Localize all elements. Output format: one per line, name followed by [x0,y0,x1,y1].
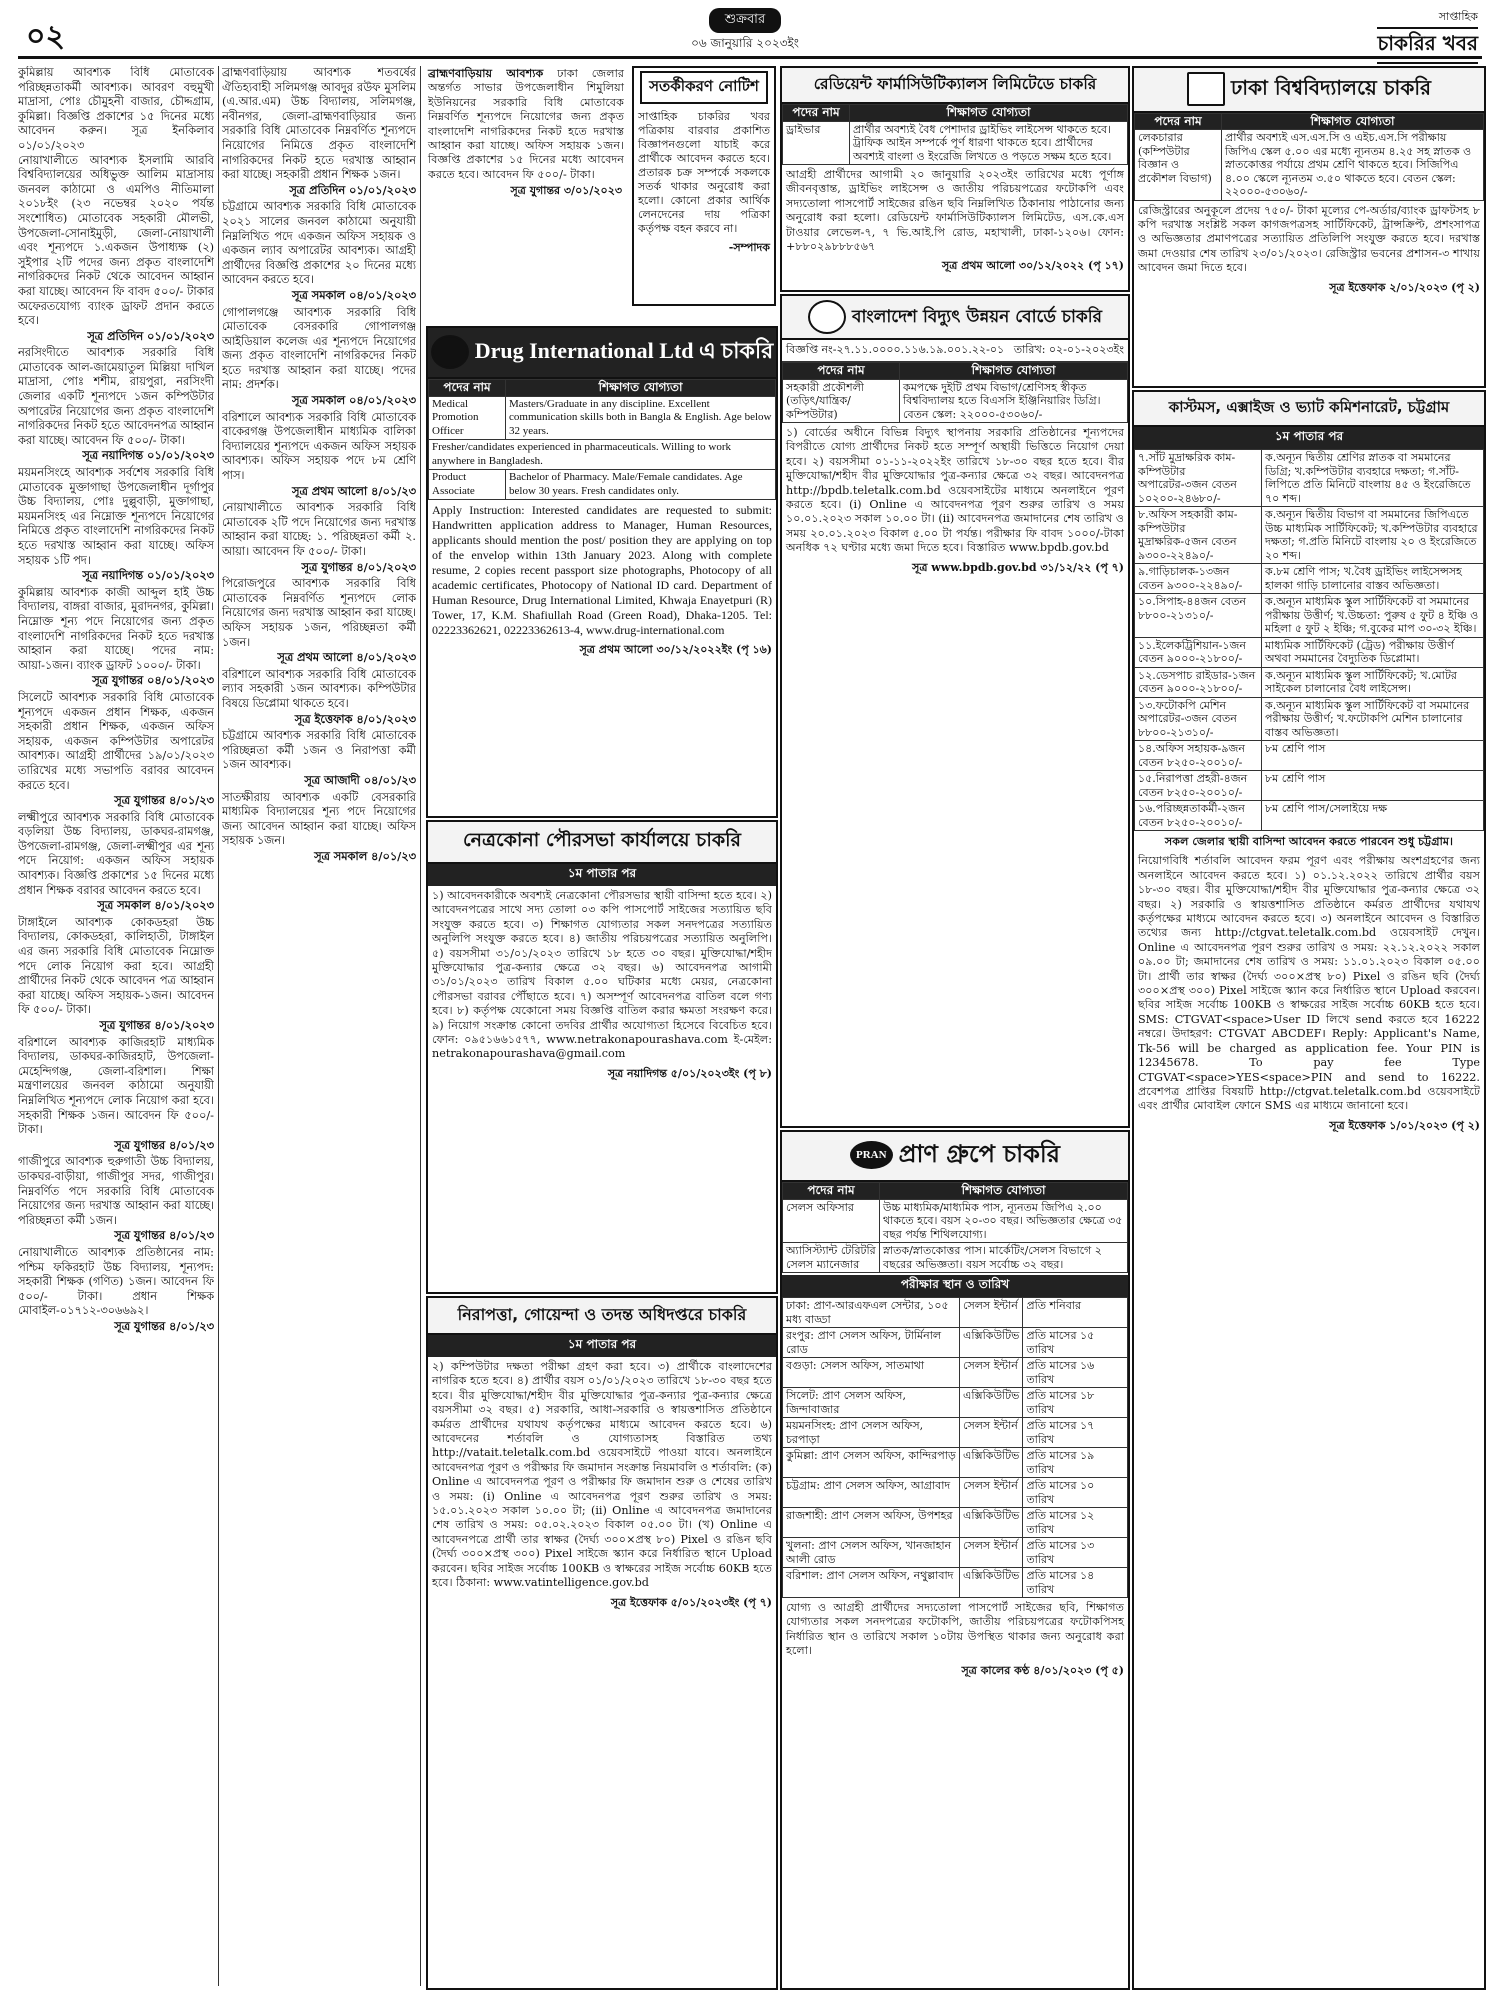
classified-item: সিলেটে আবশ্যক সরকারি বিধি মোতাবেক শূন্যপদে একজন প্রধান শিক্ষক, একজন সহকারী প্রধান শিক্ষক, একজন অফিস সহায়ক, একজন কম্পিউটার অপারেটর আবশ্যক। আগ্রহী প্রার্থীদের ১৯/০১/২০২৩ তারিখের মধ্যে সভাপতি বরাবর আবেদন করতে হবে। [18,690,214,792]
netrokona-text: ১) আবেদনকারীকে অবশ্যই নেত্রকোনা পৌরসভার স্থায়ী বাসিন্দা হতে হবে। ২) আবেদনপত্রের সাথে সদ্য তোলা ০৩ কপি পাসপোর্ট সাইজের সত্যায়িত ছবি সংযুক্ত করতে হবে। ৩) শিক্ষাগত যোগ্যতার সকল সনদপত্রের সত্যায়িত অনুলিপি সংযুক্ত করতে হবে। ৪) জাতীয় পরিচয়পত্রের সত্যায়িত অনুলিপি। ৫) বয়সসীমা ৩১/০১/২০২৩ তারিখে ১৮ হতে ৩০ বছর। মুক্তিযোদ্ধা/শহীদ মুক্তিযোদ্ধার পুত্র-কন্যার ক্ষেত্রে ৩২ বছর। ৬) আবেদনপত্র আগামী ৩১/০১/২০২৩ তারিখ বিকাল ৫.০০ ঘটিকার মধ্যে মেয়র, নেত্রকোনা পৌরসভা বরাবর পৌঁছাতে হবে। ৭) অসম্পূর্ণ আবেদনপত্র বাতিল বলে গণ্য হবে। ৮) কর্তৃপক্ষ যেকোনো সময় বিজ্ঞপ্তি বাতিল করার ক্ষমতা সংরক্ষণ করে। ৯) নিয়োগ সংক্রান্ত কোনো তদবির প্রার্থীর অযোগ্যতা হিসেবে বিবেচিত হবে। ফোন: ০৯৫১৬৬১৫৭৭, www.netrakonapourashava.com ই-মেইল: netrakonapourashava@gmail.com [432,889,772,1061]
bpdb-memo-line [782,340,1128,362]
netrokona-source: সূত্র নয়াদিগন্ত ৫/০১/২০২৩ইং (পৃ ৮) [607,1066,772,1080]
issue-date-block [630,8,860,55]
issue-date: ০৬ জানুয়ারি ২০২৩ইং [691,36,799,50]
drug-table: পদের নাম শিক্ষাগত যোগ্যতা Medical Promotion Officer Masters/Graduate in any discipline. Excellent communication skills both in Bangla & English. Age below 32 years. Fresher/candidates experienced in pharmaceuticals. Willing to work anywhere in Bangladesh. Product Associate Bachelor of Pharmacy. Male/Female candidates. Age below 30 years. Fresh candidates only. [428,379,776,500]
nsi-ad [426,1296,778,1990]
du-text: রেজিস্ট্রারের অনুকূলে প্রদেয় ৭৫০/- টাকা মূল্যের পে-অর্ডার/ব্যাংক ড্রাফটসহ ৮ কপি দরখাস্ত সংশ্লিষ্ট সকল কাগজপত্রসহ সার্টিফিকেট, ট্রান্সক্রিপ্ট, প্রশংসাপত্র ও অভিজ্ঞতার প্রমাণপত্রের সত্যায়িত প্রতিলিপি সংযুক্ত করতে হবে। দরখাস্ত জমা দেওয়ার শেষ তারিখ ২৩/০১/২০২৩। রেজিস্ট্রার ভবনের প্রশাসন-৩ শাখায় আবেদন জমা দিতে হবে। [1138,203,1480,275]
pran-table: পদের নাম শিক্ষাগত যোগ্যতা সেলস অফিসার উচ্চ মাধ্যমিক/মাধ্যমিক পাস, ন্যূনতম জিপিএ ২.০০ থাকতে হবে। বয়স ২০-৩০ বছর। অভিজ্ঞতার ক্ষেত্রে ৩৫ বছর পর্যন্ত শিথিলযোগ্য। অ্যাসিস্ট্যান্ট টেরিটরি সেলস ম্যানেজার স্নাতক/স্নাতকোত্তর পাস। মার্কেটিং/সেলস বিভাগে ২ বছরের অভিজ্ঞতা। বয়স সর্বোচ্চ ৩২ বছর। [782,1182,1128,1273]
customs-ad [1132,390,1486,1990]
du-source: সূত্র ইত্তেফাক ২/০১/২০২৩ (পৃ ২) [1329,280,1480,294]
table-row: ১২.ডেসপাচ রাইডার-১জন বেতন ৯০০০-২১৮০০/- ক.অন্যূন মাধ্যমিক স্কুল সার্টিফিকেট; খ.মোটর সাইকেল চালানোর বৈধ লাইসেন্স। [1135,667,1484,697]
pran-title: PRAN প্রাণ গ্রুপে চাকরি [782,1132,1128,1182]
radiant-title: রেডিয়েন্ট ফার্মাসিউটিক্যালস লিমিটেডে চাকরি [782,68,1128,104]
source-line: সূত্র প্রতিদিন ০১/০১/২০২৩ [289,182,416,197]
netrokona-ad [426,820,778,1294]
classified-item: চট্টগ্রামে আবশ্যক সরকারি বিধি মোতাবেক পরিচ্ছন্নতা কর্মী ১জন ও নিরাপত্তা কর্মী ১জন আবশ্যক। [222,729,416,772]
du-table: পদের নাম শিক্ষাগত যোগ্যতা লেকচারার (কম্পিউটার বিজ্ঞান ও প্রকৌশল বিভাগ) প্রার্থীর অবশ্যই এস.এস.সি ও এইচ.এস.সি পরীক্ষায় জিপিএ স্কেল ৫.০০ এর মধ্যে ন্যূনতম ৪.২৫ সহ স্নাতক ও স্নাতকোত্তর পর্যায়ে প্রথম শ্রেণি থাকতে হবে। সিজিপিএ ৪.০০ স্কেলে ন্যূনতম ৩.৫০ থাকতে হবে। বেতন স্কেল: ২২০০০-৫৩০৬০/- [1134,113,1484,201]
drug-title: Drug International Ltd এ চাকরি [428,328,776,379]
small-ad-title: ব্রাহ্মণবাড়িয়ায় আবশ্যক [428,66,544,80]
table-row: ১৩.ফটোকপি মেশিন অপারেটর-৩জন বেতন ৮৮০০-২১৩১০/- ক.অন্যূন মাধ্যমিক স্কুল সার্টিফিকেট বা সমমানের পরীক্ষায় উত্তীর্ণ; খ.ফটোকপি মেশিন চালানোর বাস্তব অভিজ্ঞতা। [1135,697,1484,741]
page-header [18,8,1482,56]
notice-text: সাপ্তাহিক চাকরির খবর পত্রিকায় বারবার প্রকাশিত বিজ্ঞাপনগুলো যাচাই করে প্রার্থীকে আবেদন করতে হবে। প্রতারক চক্র সম্পর্কে সকলকে সতর্ক থাকার অনুরোধ করা হলো। কোনো প্রকার আর্থিক লেনদেনের দায় পত্রিকা কর্তৃপক্ষ বহন করবে না। [638,110,770,235]
classified-item: কুমিল্লায় আবশ্যক কাজী আব্দুল হাই উচ্চ বিদ্যালয়, বাঙ্গরা বাজার, মুরাদনগর, কুমিল্লা। নিম্নোক্ত শূন্য পদে নিয়োগের জন্য প্রকৃত বাংলাদেশি নাগরিকদের নিকট হতে দরখাস্ত আহ্বান করা যাচ্ছে। পদের নাম: আয়া-১জন। ব্যাংক ড্রাফট ১০০০/- টাকা। [18,585,214,672]
radiant-table: পদের নাম শিক্ষাগত যোগ্যতা ড্রাইভার প্রার্থীর অবশ্যই বৈধ পেশাদার ড্রাইভিং লাইসেন্স থাকতে হবে। ট্রাফিক আইন সম্পর্কে পূর্ণ ধারণা থাকতে হবে। প্রার্থীদের অবশ্যই বাংলা ও ইংরেজি লিখতে ও পড়তে সক্ষম হতে হবে। [782,104,1128,165]
source-line: সূত্র যুগান্তর ৪/০১/২৩ [114,1228,214,1243]
classified-item: পিরোজপুরে আবশ্যক সরকারি বিধি মোতাবেক নিম্নবর্ণিত শূন্যপদে লোক নিয়োগের জন্য দরখাস্ত আহ্বান করা যাচ্ছে। অফিস সহায়ক ১জন, পরিচ্ছন্নতা কর্মী ১জন। [222,577,416,649]
pran-ad [780,1130,1130,1990]
source-line: সূত্র যুগান্তর ৪/০১/২৩ [114,793,214,808]
table-row: সহকারী প্রকৌশলী (তড়িৎ/যান্ত্রিক/কম্পিউটার) কমপক্ষে দুইটি প্রথম বিভাগ/শ্রেণিসহ স্বীকৃত বিশ্ববিদ্যালয় হতে বিএসসি ইঞ্জিনিয়ারিং ডিগ্রি। বেতন স্কেল: ২২০০০-৫৩০৬০/- [783,379,1128,423]
table-row: বরিশাল: প্রাণ সেলস অফিস, নথুল্লাবাদ এক্সিকিউটিভ প্রতি মাসের ১৪ তারিখ [783,1568,1128,1598]
source-line: সূত্র নয়াদিগন্ত ০১/০১/২০২৩ [82,448,214,463]
classified-item: নোয়াখালীতে আবশ্যক ইসলামি আরবি বিশ্ববিদ্যালয়ের অধিভুক্ত আলিম মাদ্রাসায় জনবল কাঠামো ও এমপিও নীতিমালা ২০১৮ইং (২৩ নভেম্বর ২০২০ পর্যন্ত সংশোধিত) মোতাবেক সহকারী মৌলভী, উপজেলা-সোনাইমুড়ী, জেলা-নোয়াখালী এবং শূন্যপদে ১.একজন উপাধ্যক্ষ (২) সুইপার ২টি পদের জন্য প্রকৃত বাংলাদেশি নাগরিকদের নিকট থেকে আবেদন আহ্বান করা যাচ্ছে। আবেদন ফি বাবদ ৫০০/- টাকার অফেরতযোগ্য ব্যাংক ড্রাফট প্রদান করতে হবে। [18,153,214,328]
source-line: সূত্র প্রথম আলো ৪/০১/২০২৩ [277,650,416,665]
classified-item: গাজীপুরে আবশ্যক হুরুগাতী উচ্চ বিদ্যালয়, ডাকঘর-বাড়ীয়া, গাজীপুর সদর, গাজীপুর। নিম্নবর্ণিত পদে সরকারি বিধি মোতাবেক নিয়োগের জন্য দরখাস্ত আহ্বান করা যাচ্ছে। পরিচ্ছন্নতা কর্মী ১জন। [18,1155,214,1227]
classified-item: বরিশালে আবশ্যক কাজিরহাট মাধ্যমিক বিদ্যালয়, ডাকঘর-কাজিরহাট, উপজেলা-মেহেন্দিগঞ্জ, জেলা-বরিশাল। শিক্ষা মন্ত্রণালয়ের জনবল কাঠামো অনুযায়ী নিম্নলিখিত শূন্যপদে লোক নিয়োগ করা হবে। সহকারী শিক্ষক ১জন। আবেদন ফি ৫০০/- টাকা। [18,1035,214,1137]
pran-source: সূত্র কালের কণ্ঠ ৪/০১/২০২৩ (পৃ ৫) [961,1663,1124,1677]
table-row: ১৬.পরিচ্ছন্নতাকর্মী-২জন বেতন ৮২৫০-২০০১০/- ৮ম শ্রেণি পাস/সেলাইয়ে দক্ষ [1135,801,1484,831]
table-row: অ্যাসিস্ট্যান্ট টেরিটরি সেলস ম্যানেজার স্নাতক/স্নাতকোত্তর পাস। মার্কেটিং/সেলস বিভাগে ২ বছরের অভিজ্ঞতা। বয়স সর্বোচ্চ ৩২ বছর। [783,1243,1128,1273]
table-row: Medical Promotion Officer Masters/Graduate in any discipline. Excellent communication skills both in Bangla & English. Age below 32 years. [429,396,776,440]
bpdb-memo: বিজ্ঞপ্তি নং-২৭.১১.০০০০.১১৬.১৯.০০১.২২-০১ [786,343,1005,356]
table-row: চট্টগ্রাম: প্রাণ সেলস অফিস, আগ্রাবাদ সেলস ইন্টার্ন প্রতি মাসের ১০ তারিখ [783,1478,1128,1508]
source-line: সূত্র সমকাল ০৪/০১/২০২৩ [292,287,416,302]
table-row: ঢাকা: প্রাণ-আরএফএল সেন্টার, ১০৫ মধ্য বাড্ডা সেলস ইন্টার্ন প্রতি শনিবার [783,1298,1128,1328]
customs-table [1134,449,1484,831]
page-number: ০২ [26,19,66,54]
source-line: সূত্র যুগান্তর ৪/০১/২০২৩ [99,1018,214,1032]
pran-exam-title: পরীক্ষার স্থান ও তারিখ [782,1275,1128,1297]
source-line: সূত্র নয়াদিগন্ত ০১/০১/২০২৩ [82,568,214,583]
pran-exam-table [782,1297,1128,1598]
table-row: ময়মনসিংহ: প্রাণ সেলস অফিস, চরপাড়া সেলস ইন্টার্ন প্রতি মাসের ১৭ তারিখ [783,1418,1128,1448]
classified-item: চট্টগ্রামে আবশ্যক সরকারি বিধি মোতাবেক ২০২১ সালের জনবল কাঠামো অনুযায়ী নিম্নলিখিত পদে একজন অফিস সহায়ক ও একজন ল্যাব অপারেটর আবশ্যক। আগ্রহী প্রার্থীদের বিজ্ঞপ্তি প্রকাশের ২০ দিনের মধ্যে আবেদন করতে হবে। [222,200,416,287]
table-row: ১০.সিপাহ-৪৪জন বেতন ৮৮০০-২১৩১০/- ক.অন্যূন মাধ্যমিক স্কুল সার্টিফিকেট বা সমমানের পরীক্ষায় উত্তীর্ণ; খ.উচ্চতা: পুরুষ ৫ ফুট ৪ ইঞ্চি ও মহিলা ৫ ফুট ২ ইঞ্চি; গ.বুকের মাপ ৩০-৩২ ইঞ্চি। [1135,594,1484,638]
source-line: সূত্র আজাদী ০৪/০১/২৩ [304,772,416,787]
table-row: রংপুর: প্রাণ সেলস অফিস, টার্মিনাল রোড এক্সিকিউটিভ প্রতি মাসের ১৫ তারিখ [783,1328,1128,1358]
table-row: বগুড়া: সেলস অফিস, সাতমাথা সেলস ইন্টার্ন প্রতি মাসের ১৬ তারিখ [783,1358,1128,1388]
classified-item: নোয়াখালীতে আবশ্যক সরকারি বিধি মোতাবেক ২টি পদে নিয়োগের জন্য দরখাস্ত আহ্বান করা যাচ্ছে: ১. পরিচ্ছন্নতা কর্মী ২. আয়া। আবেদন ফি ৫০০/- টাকা। [222,501,416,558]
pran-logo-icon: PRAN [850,1141,893,1169]
table-row: সেলস অফিসার উচ্চ মাধ্যমিক/মাধ্যমিক পাস, ন্যূনতম জিপিএ ২.০০ থাকতে হবে। বয়স ২০-৩০ বছর। অভিজ্ঞতার ক্ষেত্রে ৩৫ বছর পর্যন্ত শিথিলযোগ্য। [783,1199,1128,1243]
source-line: সূত্র ইত্তেফাক ৪/০১/২০২৩ [294,711,416,726]
masthead-brand: চাকরির খবর [1377,27,1478,64]
classified-item: সাতক্ষীরায় আবশ্যক একটি বেসরকারি মাধ্যমিক বিদ্যালয়ের শূন্য পদে নিয়োগের জন্য আবেদন আহ্বান করা যাচ্ছে। অফিস সহায়ক ১জন। [222,790,416,848]
source-line: সূত্র প্রথম আলো ৪/০১/২৩ [292,483,416,498]
column-divider [420,66,421,1986]
netrokona-title: নেত্রকোনা পৌরসভা কার্যালয়ে চাকরি [428,822,776,864]
source-line: সূত্র সমকাল ৪/০১/২০২৩ [97,898,214,913]
bpdb-logo-icon [808,300,846,334]
classified-item: লক্ষ্মীপুরে আবশ্যক সরকারি বিধি মোতাবেক বড়লিয়া উচ্চ বিদ্যালয়, ডাকঘর-রামগঞ্জ, উপজেলা-রামগঞ্জ, জেলা-লক্ষ্মীপুর এর শূন্য পদে নিয়োগ: একজন অফিস সহায়ক আবশ্যক। বিজ্ঞপ্তি প্রকাশের ১৫ দিনের মধ্যে প্রধান শিক্ষক বরাবর আবেদন করতে হবে। [18,810,214,897]
table-row: ড্রাইভার প্রার্থীর অবশ্যই বৈধ পেশাদার ড্রাইভিং লাইসেন্স থাকতে হবে। ট্রাফিক আইন সম্পর্কে পূর্ণ ধারণা থাকতে হবে। প্রার্থীদের অবশ্যই বাংলা ও ইংরেজি লিখতে ও পড়তে সক্ষম হতে হবে। [783,121,1128,165]
nsi-source: সূত্র ইত্তেফাক ৫/০১/২০২৩ইং (পৃ ৭) [610,1595,772,1609]
column-2 [222,66,416,1986]
table-row: Product Associate Bachelor of Pharmacy. Male/Female candidates. Age below 30 years. Fresh candidates only. [429,470,776,500]
source-line: সূত্র সমকাল ০৪/০১/২০২৩ [292,393,416,408]
column-1 [18,66,214,1986]
classified-item: বরিশালে আবশ্যক সরকারি বিধি মোতাবেক ল্যাব সহকারী ১জন আবশ্যক। কম্পিউটার বিষয়ে ডিপ্লোমা থাকতে হবে। [222,667,416,710]
du-ad [1132,66,1486,388]
netrokona-sub: ১ম পাতার পর [428,864,776,886]
table-row: ৯.গাড়িচালক-১৩জন বেতন ৯৩০০-২২৪৯০/- ক.৮ম শ্রেণি পাস; খ.বৈধ ড্রাইভিং লাইসেন্সসহ হালকা গাড়ি চালানোর বাস্তব অভিজ্ঞতা। [1135,564,1484,594]
customs-title: কাস্টমস, এক্সাইজ ও ভ্যাট কমিশনারেট, চট্টগ্রাম [1134,392,1484,427]
classified-item: ব্রাহ্মণবাড়িয়ায় আবশ্যক শতবর্ষের ঐতিহ্যবাহী সলিমগঞ্জ আবদুর রউফ মুসলিম (এ.আর.এম) উচ্চ বিদ্যালয়, সলিমগঞ্জ, নবীনগর, জেলা-ব্রাহ্মণবাড়িয়ার জন্য সরকারি বিধি মোতাবেক নিম্নবর্ণিত শূন্যপদে নিয়োগের নিমিত্তে প্রকৃত বাংলাদেশি নাগরিকদের নিকট হতে দরখাস্ত আহ্বান করা যাচ্ছে। সহকারী প্রধান শিক্ষক ১জন। [222,66,416,182]
table-row: কুমিল্লা: প্রাণ সেলস অফিস, কান্দিরপাড় এক্সিকিউটিভ প্রতি মাসের ১৯ তারিখ [783,1448,1128,1478]
classified-item: কুমিল্লায় আবশ্যক বিধি মোতাবেক পরিচ্ছন্নতাকর্মী আবশ্যক। আবরণ বহুমুখী মাদ্রাসা, পোঃ চৌমুহনী বাজার, চৌদ্দগ্রাম, কুমিল্লা। বিজ্ঞপ্তি প্রকাশের ১৫ দিনের মধ্যে আবেদন করুন। সূত্র ইনকিলাব ০১/০১/২০২৩ [18,66,214,152]
notice-title: সতর্কীকরণ নোটিশ [640,71,768,104]
university-emblem-icon [1187,72,1225,106]
table-row: লেকচারার (কম্পিউটার বিজ্ঞান ও প্রকৌশল বিভাগ) প্রার্থীর অবশ্যই এস.এস.সি ও এইচ.এস.সি পরীক্ষায় জিপিএ স্কেল ৫.০০ এর মধ্যে ন্যূনতম ৪.২৫ সহ স্নাতক ও স্নাতকোত্তর পর্যায়ে প্রথম শ্রেণি থাকতে হবে। সিজিপিএ ৪.০০ স্কেলে ন্যূনতম ৩.৫০ থাকতে হবে। বেতন স্কেল: ২২০০০-৫৩০৬০/- [1135,130,1484,201]
table-row: ৮.অফিস সহকারী কাম-কম্পিউটার মুদ্রাক্ষরিক-৫জন বেতন ৯৩০০-২২৪৯০/- ক.অন্যূন দ্বিতীয় বিভাগ বা সমমানের জিপিএতে উচ্চ মাধ্যমিক সার্টিফিকেট; খ.কম্পিউটার ব্যবহারে দক্ষতা; গ.প্রতি মিনিটে বাংলায় ২০ ও ইংরেজিতে ২০ শব্দ। [1135,507,1484,564]
source-line: সূত্র যুগান্তর ৪/০১/২০২৩ [301,559,416,574]
masthead-weekly: সাপ্তাহিক [1438,10,1478,23]
bpdb-table: পদের নাম শিক্ষাগত যোগ্যতা সহকারী প্রকৌশলী (তড়িৎ/যান্ত্রিক/কম্পিউটার) কমপক্ষে দুইটি প্রথম বিভাগ/শ্রেণিসহ স্বীকৃত বিশ্ববিদ্যালয় হতে বিএসসি ইঞ্জিনিয়ারিং ডিগ্রি। বেতন স্কেল: ২২০০০-৫৩০৬০/- [782,362,1128,423]
classified-item: নরসিংদীতে আবশ্যক সরকারি বিধি মোতাবেক আল-জামেয়াতুল মিল্লিয়া দাখিল মাদ্রাসা, পোঃ শশীম, রায়পুরা, নরসিংদী জেলার একটি শূন্যপদে ১জন কম্পিউটার অপারেটর নিয়োগের জন্য প্রকৃত বাংলাদেশি নাগরিকদের নিকট হতে আবেদনপত্র আহ্বান করা যাচ্ছে। আবেদন ফি ৫০০/- টাকা। [18,346,214,447]
nsi-sub: ১ম পাতার পর [428,1335,776,1357]
nsi-text: ২) কম্পিউটার দক্ষতা পরীক্ষা গ্রহণ করা হবে। ৩) প্রার্থীকে বাংলাদেশের নাগরিক হতে হবে। ৪) প্রার্থীর বয়স ০১/০১/২০২৩ তারিখে ১৮-৩০ বছর হতে হবে। বীর মুক্তিযোদ্ধা/শহীদ বীর মুক্তিযোদ্ধার পুত্র-কন্যার পুত্র-কন্যার ক্ষেত্রে বয়সসীমা ৩২ বছর। ৫) সরকারি, আধা-সরকারি ও স্বায়ত্তশাসিত প্রতিষ্ঠানে কর্মরত প্রার্থীদের যথাযথ কর্তৃপক্ষের মাধ্যমে আবেদন করতে হবে। ৬) আবেদনের শর্তাবলি ও যোগ্যতাসহ বিস্তারিত তথ্য http://vatait.teletalk.com.bd ওয়েবসাইটে পাওয়া যাবে। অনলাইনে আবেদনপত্র পূরণ ও পরীক্ষার ফি জমাদান সংক্রান্ত নিয়মাবলি ও শর্তাবলি: (ক) Online এ আবেদনপত্র পূরণ ও পরীক্ষার ফি জমাদান শুরু ও শেষের তারিখ ও সময়: (i) Online এ আবেদনপত্র পূরণ শুরুর তারিখ ও সময়: ১৫.০১.২০২৩ সকাল ১০.০০ টা; (ii) Online এ আবেদনপত্র জমাদানের শেষ তারিখ ও সময়: ০৫.০২.২০২৩ বিকাল ০৫.০০ টা। (খ) Online এ আবেদনপত্রে প্রার্থী তার স্বাক্ষর (দৈর্ঘ্য ৩০০×প্রস্থ ৮০) Pixel ও রঙিন ছবি (দৈর্ঘ্য ৩০০×প্রস্থ ৩০০) Pixel সাইজে স্ক্যান করে নির্ধারিত স্থানে Upload করবেন। ছবির সাইজ সর্বোচ্চ 100KB ও স্বাক্ষরের সাইজ সর্বোচ্চ 60KB হতে হবে। ঠিকানা: www.vatintelligence.gov.bd [432,1360,772,1590]
table-row: খুলনা: প্রাণ সেলস অফিস, খানজাহান আলী রোড সেলস ইন্টার্ন প্রতি মাসের ১৩ তারিখ [783,1538,1128,1568]
newspaper-page [18,8,1482,1992]
small-ad [426,66,626,320]
source-line: সূত্র যুগান্তর ০৪/০১/২০২৩ [92,673,214,688]
table-row: ১১.ইলেকট্রিশিয়ান-১জন বেতন ৯০০০-২১৮০০/- মাধ্যমিক সার্টিফিকেট (ট্রেড) পরীক্ষায় উত্তীর্ণ অথবা সমমানের বৈদ্যুতিক ডিপ্লোমা। [1135,637,1484,667]
table-row: ১৪.অফিস সহায়ক-৯জন বেতন ৮২৫০-২০০১০/- ৮ম শ্রেণি পাস [1135,741,1484,771]
classified-item: গোপালগঞ্জে আবশ্যক সরকারি বিধি মোতাবেক বেসরকারি গোপালগঞ্জ আইডিয়াল কলেজ এর শূন্যপদে নিয়োগের জন্য প্রকৃত বাংলাদেশি নাগরিকদের নিকট হতে দরখাস্ত আহ্বান করা যাচ্ছে। পদের নাম: প্রদর্শক। [222,305,416,392]
drug-source: সূত্র প্রথম আলো ৩০/১২/২০২২ইং (পৃ ১৬) [579,643,772,656]
bpdb-source: সূত্র www.bpdb.gov.bd ৩১/১২/২২ (পৃ ৭) [912,560,1124,574]
bpdb-memo-date: তারিখ: ০২-০১-২০২৩ইং [1013,343,1124,356]
customs-text: নিয়োগবিধি শর্তাবলি আবেদন ফরম পূরণ এবং পরীক্ষায় অংশগ্রহণের জন্য অনলাইনে আবেদন করতে হবে। ১) ০১.১২.২০২২ তারিখে প্রার্থীর বয়স ১৮-৩০ বছর। বীর মুক্তিযোদ্ধা/শহীদ বীর মুক্তিযোদ্ধার পুত্র-কন্যার ক্ষেত্রে ৩২ বছর। ২) সরকারি ও স্বায়ত্তশাসিত প্রতিষ্ঠানে কর্মরত প্রার্থীদের যথাযথ কর্তৃপক্ষের মাধ্যমে আবেদন করতে হবে। ৩) অনলাইনে আবেদন ও বিস্তারিত তথ্যের জন্য http://ctgvat.teletalk.com.bd ওয়েবসাইট দেখুন। Online এ আবেদনপত্র পূরণ শুরুর তারিখ ও সময়: ২২.১২.২০২২ সকাল ০৯.০০ টা; জমাদানের শেষ তারিখ ও সময়: ১১.০১.২০২৩ বিকাল ০৫.০০ টা। প্রার্থী তার স্বাক্ষর (দৈর্ঘ্য ৩০০×প্রস্থ ৮০) Pixel ও রঙিন ছবি (দৈর্ঘ্য ৩০০×প্রস্থ ৩০০) Pixel সাইজে স্ক্যান করে নির্ধারিত স্থানে Upload করবেন। ছবির সাইজ সর্বোচ্চ 100KB ও স্বাক্ষরের সাইজ সর্বোচ্চ 60KB হতে হবে। SMS: CTGVAT<space>User ID লিখে send করতে হবে 16222 নম্বরে। উদাহরণ: CTGVAT ABCDEF। Reply: Applicant's Name, Tk-56 will be charged as application fee. Your PIN is 12345678. To pay fee Type CTGVAT<space>YES<space>PIN and send to 16222. প্রবেশপত্র প্রাপ্তির বিষয়টি http://ctgvat.teletalk.com.bd ওয়েবসাইটে এবং প্রার্থীর মোবাইল ফোনে SMS এর মাধ্যমে জানানো হবে। [1138,854,1480,1113]
classified-item: বরিশালে আবশ্যক সরকারি বিধি মোতাবেক বাকেরগঞ্জ উপজেলাধীন মাধ্যমিক বালিকা বিদ্যালয়ের শূন্যপদে একজন অফিস সহায়ক আবশ্যক। অফিস সহায়ক পদে ৮ম শ্রেণি পাস। [222,410,416,483]
bpdb-text: ১) বোর্ডের অধীনে বিভিন্ন বিদ্যুৎ স্থাপনায় সরকারি প্রতিষ্ঠানের শূন্যপদের বিপরীতে যোগ্য প্রার্থীদের নিকট হতে সম্পূর্ণ অস্থায়ী ভিত্তিতে নিয়োগ দেয়া হবে। ২) বয়সসীমা ০১-১১-২০২২ইং তারিখে ১৮-৩০ বছর হতে হবে। বীর মুক্তিযোদ্ধা/শহীদ বীর মুক্তিযোদ্ধার পুত্র-কন্যার ক্ষেত্রে ৩২ বছর। আবেদনপত্র http://bpdb.teletalk.com.bd ওয়েবসাইটের মাধ্যমে অনলাইনে পূরণ করতে হবে। (i) Online এ আবেদনপত্র পূরণ শুরুর তারিখ ও সময় ১০.০১.২০২৩ সকাল ১০.০০ টা। (ii) আবেদনপত্র জমাদানের শেষ তারিখ ও সময় ২০.০১.২০২৩ বিকাল ৫.০০ টা পর্যন্ত। পরীক্ষার ফি বাবদ ১০০০/-টাকা অনধিক ৭২ ঘণ্টার মধ্যে জমা দিতে হবে। বিস্তারিত www.bpdb.gov.bd [786,426,1124,555]
radiant-text: আগ্রহী প্রার্থীদের আগামী ২০ জানুয়ারি ২০২৩ইং তারিখের মধ্যে পূর্ণাঙ্গ জীবনবৃত্তান্ত, ড্রাইভিং লাইসেন্স ও জাতীয় পরিচয়পত্রের ফটোকপি এবং সদ্যতোলা পাসপোর্ট সাইজের রঙিন ছবি নিম্নলিখিত ঠিকানায় পাঠানোর জন্য অনুরোধ করা হলো। রেডিয়েন্ট ফার্মাসিউটিক্যালস লিমিটেড, এস.কে.এস টাওয়ার লেভেল-৭, ৭ ভি.আই.পি রোড, মহাখালী, ঢাকা-১২০৬। ফোন: +৮৮০২৯৮৮৮৫৬৭ [786,168,1124,254]
small-ad-source: সূত্র যুগান্তর ৩/০১/২০২৩ [510,184,622,198]
classified-item: নোয়াখালীতে আবশ্যক প্রতিষ্ঠানের নাম: পশ্চিম ফকিরহাট উচ্চ বিদ্যালয়, শূন্যপদ: সহকারী শিক্ষক (গণিত) ১জন। আবেদন ফি ৫০০/- টাকা। প্রধান শিক্ষক মোবাইল-০১৭১২-৩০৬৬৯২। [18,1245,214,1318]
customs-sub: ১ম পাতার পর [1134,427,1484,449]
source-line: সূত্র যুগান্তর ৪/০১/২৩ [114,1137,214,1152]
radiant-source: সূত্র প্রথম আলো ৩০/১২/২০২২ (পৃ ১৭) [942,259,1124,273]
du-title: ঢাকা বিশ্ববিদ্যালয়ে চাকরি [1134,68,1484,113]
bpdb-ad [780,294,1130,1128]
bpdb-title: বাংলাদেশ বিদ্যুৎ উন্নয়ন বোর্ডে চাকরি [782,296,1128,340]
customs-bold-note: সকল জেলার স্থায়ী বাসিন্দা আবেদন করতে পারবেন শুধু চট্টগ্রাম। [1164,834,1454,848]
issue-day: শুক্রবার [709,8,781,33]
drug-apply-text: Apply Instruction: Interested candidates are requested to submit: Handwritten application address to Manager, Human Resources, applicants should mention the post/ position they are applying on top of the envelop within 13th January 2023. Along with complete resume, 2 copies recent passport size photographs, Photocopy of all academic certificates, Photocopy of National ID card. Department of Human Resource, Drug International Limited, Khwaja Enayetpuri (R) Tower, 17, K.M. Shafiullah Road (Green Road), Dhaka-1205. Tel: 02223362621, 02223362613-4, www.drug-international.com [432,503,772,637]
warning-notice [632,66,776,306]
radiant-ad [780,66,1130,292]
table-row: ১৫.নিরাপত্তা প্রহরী-৪জন বেতন ৮২৫০-২০০১০/- ৮ম শ্রেণি পাস [1135,771,1484,801]
pran-footer: যোগ্য ও আগ্রহী প্রার্থীদের সদ্যতোলা পাসপোর্ট সাইজের ছবি, শিক্ষাগত যোগ্যতার সকল সনদপত্রের ফটোকপি, জাতীয় পরিচয়পত্রের ফটোকপিসহ নির্ধারিত স্থান ও তারিখে সকাল ১০টায় উপস্থিত থাকার জন্য অনুরোধ করা হলো। [786,1601,1124,1658]
drug-international-ad [426,326,778,818]
source-line: সূত্র সমকাল ৪/০১/২৩ [314,848,416,863]
notice-signature: -সম্পাদক [728,241,770,254]
classified-item: ময়মনসিংহে আবশ্যক সর্বশেষ সরকারি বিধি মোতাবেক মুক্তাগাছা উপজেলাধীন দূর্গাপুর উচ্চ বিদ্যালয়, পোঃ দুল্লুবাড়ী, মুক্তাগাছা, ময়মনসিংহ এর নিম্নোক্ত শূন্যপদে নিয়োগের নিমিত্তে প্রকৃত বাংলাদেশি নাগরিকদের নিকট হতে দরখাস্ত আহ্বান করা যাচ্ছে। অফিস সহায়ক ১টি পদ। [18,466,214,567]
company-logo-icon [431,335,469,369]
table-row: রাজশাহী: প্রাণ সেলস অফিস, উপশহর এক্সিকিউটিভ প্রতি মাসের ১২ তারিখ [783,1508,1128,1538]
table-row: ৭.সাঁট মুদ্রাক্ষরিক কাম-কম্পিউটার অপারেটর-৩জন বেতন ১০২০০-২৪৬৮০/- ক.অন্যূন দ্বিতীয় শ্রেণির স্নাতক বা সমমানের ডিগ্রি; খ.কম্পিউটার ব্যবহারে দক্ষতা; গ.সাঁট-লিপিতে প্রতি মিনিটে বাংলায় ৪৫ ও ইংরেজিতে ৭০ শব্দ। [1135,450,1484,507]
table-row: সিলেট: প্রাণ সেলস অফিস, জিন্দাবাজার এক্সিকিউটিভ প্রতি মাসের ১৮ তারিখ [783,1388,1128,1418]
header-rule [18,56,1482,59]
source-line: সূত্র যুগান্তর ৪/০১/২৩ [114,1318,214,1333]
classified-item: টাঙ্গাইলে আবশ্যক কোকডহরা উচ্চ বিদ্যালয়, কোকডহরা, কালিহাতী, টাঙ্গাইল এর জন্য সরকারি বিধি মোতাবেক নিম্নোক্ত পদে লোক নিয়োগ করা হবে। আগ্রহী প্রার্থীদের নিকট থেকে আবেদন পত্র আহ্বান করা যাচ্ছে। অফিস সহায়ক-১জন। আবেদন ফি ৫০০/- টাকা। [18,915,214,1017]
table-row: Fresher/candidates experienced in pharmaceuticals. Willing to work anywhere in Bangladesh. [429,440,776,470]
column-divider [218,66,219,1986]
customs-source: সূত্র ইত্তেফাক ১/০১/২০২৩ (পৃ ২) [1329,1118,1480,1132]
small-ad-text: ঢাকা জেলার অন্তর্গত সাভার উপজেলাধীন শিমুলিয়া ইউনিয়নের সরকারি বিধি মোতাবেক নিম্নবর্ণিত শূন্যপদে নিয়োগের জন্য প্রকৃত বাংলাদেশি নাগরিকদের নিকট হতে দরখাস্ত আহ্বান করা যাচ্ছে। অফিস সহায়ক ১জন। বিজ্ঞপ্তি প্রকাশের ১৫ দিনের মধ্যে আবেদন করতে হবে। আবেদন ফি ৫০০/- টাকা। [428,67,624,181]
source-line: সূত্র প্রতিদিন ০১/০১/২০২৩ [87,328,214,343]
nsi-title: নিরাপত্তা, গোয়েন্দা ও তদন্ত অধিদপ্তরে চাকরি [428,1298,776,1335]
